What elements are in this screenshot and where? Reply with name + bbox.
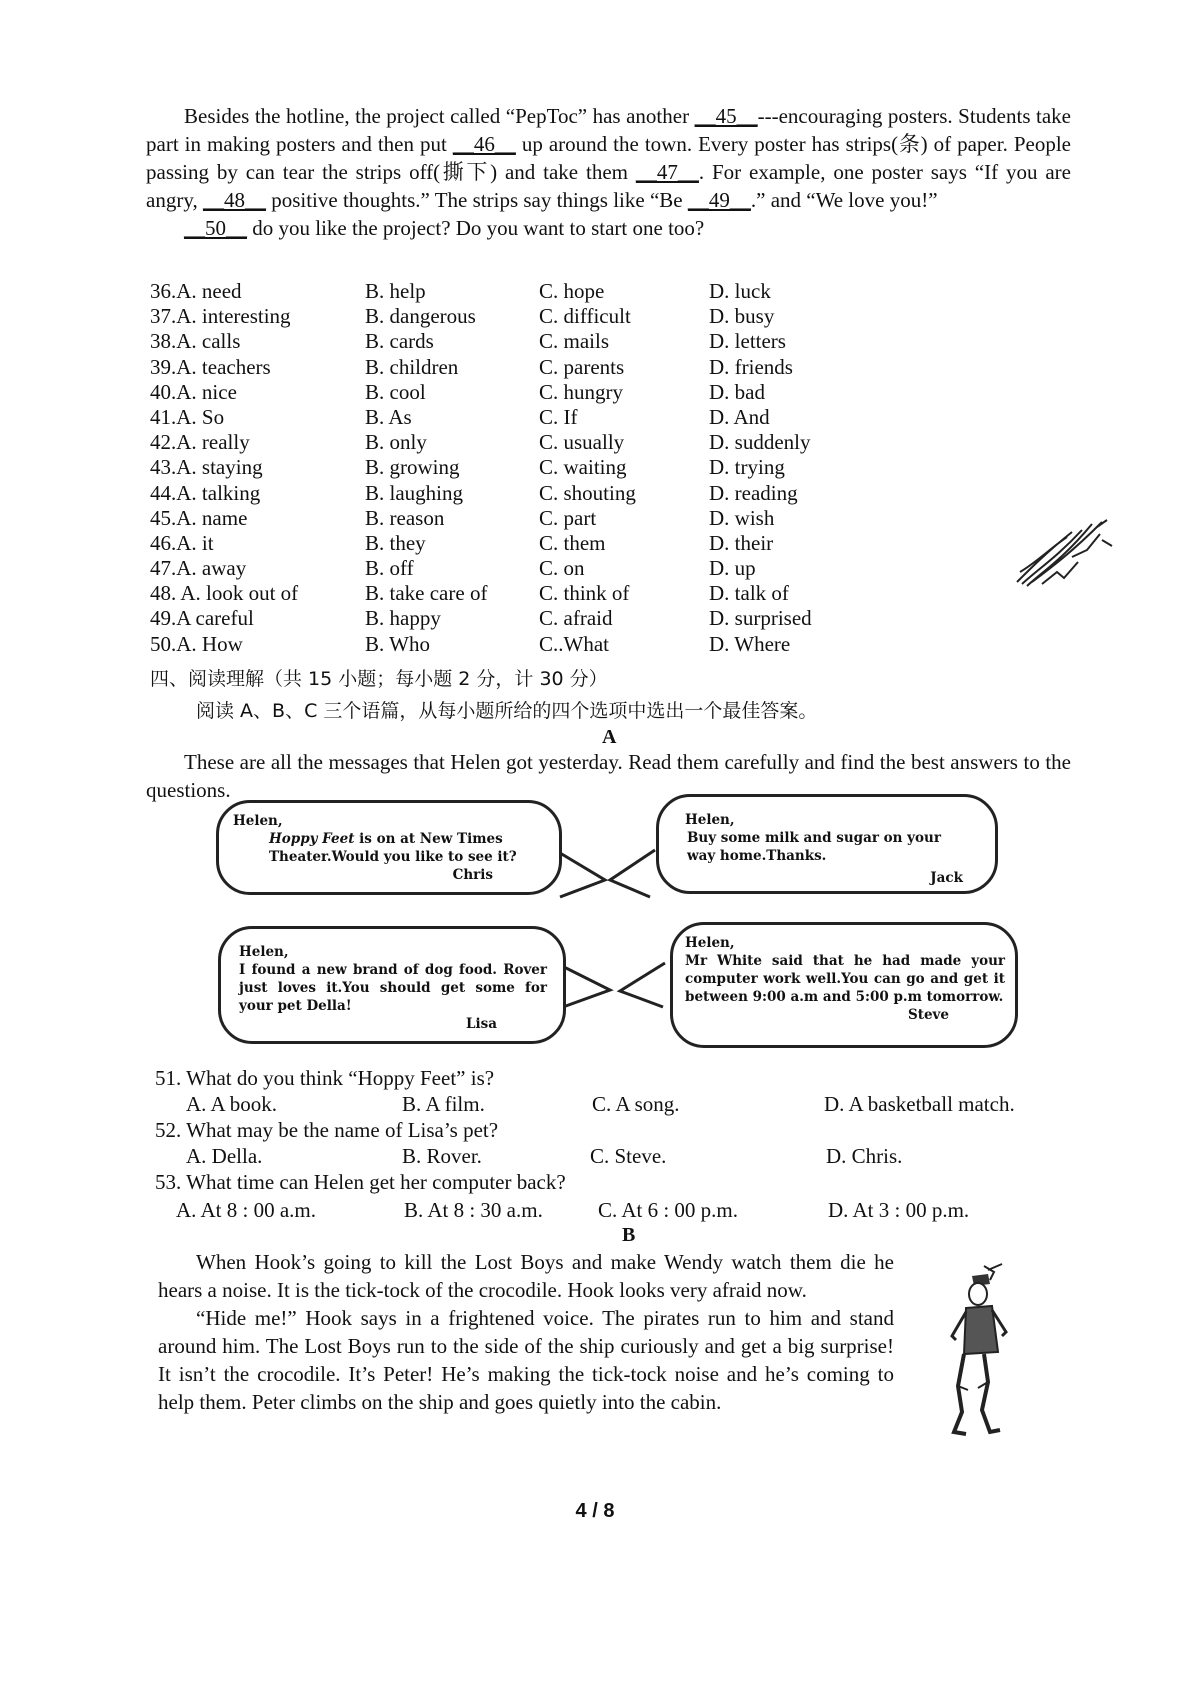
text-run: positive thoughts.” The strips say things like “Be [265, 188, 688, 212]
option-d[interactable]: D. surprised [709, 606, 812, 631]
option-c[interactable]: C. If [539, 404, 578, 429]
option-a[interactable]: 46.A. it [150, 530, 214, 555]
bubble-tails-top [550, 842, 660, 912]
option-c[interactable]: C. part [539, 505, 597, 530]
option-c[interactable]: C. hungry [539, 379, 623, 404]
option-row-46 [150, 531, 910, 556]
option-a[interactable]: 39.A. teachers [150, 354, 271, 379]
message-body: Mr White said that he had made your computer work well.You can go and get it between 9:00 a.m and 5:00 p.m tomorrow. [685, 953, 1005, 1005]
message-greeting: Helen, [239, 944, 289, 960]
cloze-passage [146, 102, 1071, 242]
q51-option-c[interactable]: C. A song. [592, 1092, 680, 1116]
q53-option-c[interactable]: C. At 6 : 00 p.m. [598, 1198, 739, 1222]
cloze-options [150, 279, 910, 657]
option-d[interactable]: D. talk of [709, 581, 789, 606]
option-d[interactable]: D. friends [709, 354, 793, 379]
blank-45: __45__ [694, 104, 758, 128]
option-c[interactable]: C. them [539, 530, 606, 555]
blank-49: __49__ [687, 188, 751, 212]
message-jack [656, 794, 998, 894]
message-signature: Lisa [466, 1016, 497, 1032]
scribble-mark-icon [1012, 512, 1122, 592]
text-run: Besides the hotline, the project called “PepToc” has another [184, 104, 695, 128]
option-a[interactable]: 45.A. name [150, 505, 248, 530]
text-run: ---encouraging posters. Students take part in making posters and then put [146, 104, 1071, 156]
option-d[interactable]: D. reading [709, 480, 798, 505]
option-c[interactable]: C..What [539, 631, 609, 656]
option-b[interactable]: B. As [365, 404, 412, 429]
section-instruction: 阅读 A、B、C 三个语篇，从每小题所给的四个选项中选出一个最佳答案。 [196, 700, 818, 722]
option-d[interactable]: D. suddenly [709, 430, 811, 455]
passage-b-label: B [622, 1224, 636, 1246]
option-b[interactable]: B. Who [365, 631, 430, 656]
option-b[interactable]: B. children [365, 354, 459, 379]
option-a[interactable]: 37.A. interesting [150, 304, 291, 329]
option-d[interactable]: D. trying [709, 455, 785, 480]
option-c[interactable]: C. on [539, 556, 585, 581]
option-a[interactable]: 47.A. away [150, 556, 247, 581]
option-d[interactable]: D. Where [709, 631, 791, 656]
message-signature: Steve [907, 1007, 949, 1023]
option-a[interactable]: 50.A. How [150, 631, 243, 656]
option-b[interactable]: B. growing [365, 455, 460, 480]
option-a[interactable]: 40.A. nice [150, 379, 237, 404]
option-b[interactable]: B. off [365, 556, 414, 581]
blank-47: __47__ [635, 160, 699, 184]
option-d[interactable]: D. busy [709, 304, 775, 329]
option-d[interactable]: D. letters [709, 329, 786, 354]
option-b[interactable]: B. reason [365, 505, 445, 530]
option-b[interactable]: B. take care of [365, 581, 488, 606]
section-heading: 四、阅读理解（共 15 小题；每小题 2 分，计 30 分） [150, 668, 608, 690]
option-row-44 [150, 481, 910, 506]
page-number: 4 / 8 [575, 1500, 615, 1522]
message-lisa [218, 926, 566, 1044]
q52-option-d[interactable]: D. Chris. [826, 1144, 903, 1168]
cloze-paragraph-1 [146, 102, 1071, 214]
option-a[interactable]: 41.A. So [150, 404, 225, 429]
option-a[interactable]: 48. A. look out of [150, 581, 299, 606]
option-d[interactable]: D. their [709, 530, 774, 555]
option-row-42 [150, 430, 910, 455]
option-b[interactable]: B. cards [365, 329, 434, 354]
question-52: 52. What may be the name of Lisa’s pet? [155, 1118, 499, 1142]
message-signature: Chris [452, 867, 493, 883]
option-row-41 [150, 405, 910, 430]
option-d[interactable]: D. bad [709, 379, 765, 404]
option-c[interactable]: C. usually [539, 430, 625, 455]
message-signature: Jack [930, 870, 963, 886]
blank-48: __48__ [202, 188, 266, 212]
option-d[interactable]: D. luck [709, 279, 771, 303]
option-b[interactable]: B. laughing [365, 480, 463, 505]
blank-50: __50__ [184, 216, 247, 240]
option-row-43 [150, 455, 910, 480]
option-a[interactable]: 43.A. staying [150, 455, 263, 480]
option-c[interactable]: C. afraid [539, 606, 613, 631]
q52-option-b[interactable]: B. Rover. [402, 1144, 482, 1168]
option-d[interactable]: D. And [709, 404, 770, 429]
option-row-40 [150, 380, 910, 405]
question-53: 53. What time can Helen get her computer back? [155, 1170, 566, 1194]
cloze-paragraph-2 [146, 214, 1071, 242]
option-a[interactable]: 44.A. talking [150, 480, 261, 505]
q53-option-b[interactable]: B. At 8 : 30 a.m. [404, 1198, 543, 1222]
q51-option-d[interactable]: D. A basketball match. [824, 1092, 1015, 1116]
message-body: I found a new brand of dog food. Rover just loves it.You should get some for your pet Della! [239, 962, 547, 1014]
option-c[interactable]: C. waiting [539, 455, 627, 480]
text-run: up around the town. Every poster has strips(条) of paper. People passing by can tear the strips off(撕下) and take them [146, 132, 1071, 184]
text-run: do you like the project? Do you want to start one too? [247, 216, 705, 240]
option-row-36 [150, 279, 910, 304]
question-51: 51. What do you think “Hoppy Feet” is? [155, 1066, 495, 1090]
text-run: .” and “We love you!” [750, 188, 938, 212]
text-run: . For example, one poster says “If you are angry, [146, 160, 1071, 212]
message-greeting: Helen, [685, 812, 735, 828]
option-row-47 [150, 556, 910, 581]
option-c[interactable]: C. shouting [539, 480, 636, 505]
option-row-49 [150, 606, 910, 631]
option-b[interactable]: B. happy [365, 606, 441, 631]
option-row-50 [150, 632, 910, 657]
option-a[interactable]: 42.A. really [150, 430, 250, 455]
option-a[interactable]: 49.A careful [150, 606, 254, 631]
option-b[interactable]: B. help [365, 279, 426, 303]
option-row-48 [150, 581, 910, 606]
option-a[interactable]: 36.A. need [150, 279, 242, 303]
q53-option-d[interactable]: D. At 3 : 00 p.m. [828, 1198, 970, 1222]
q52-option-c[interactable]: C. Steve. [590, 1144, 667, 1168]
message-greeting: Helen, [233, 813, 283, 829]
option-c[interactable]: C. parents [539, 354, 625, 379]
intro-text: These are all the messages that Helen got yesterday. Read them carefully and find the best answers to the questions. [146, 750, 1071, 802]
message-chris [216, 800, 562, 895]
option-c[interactable]: C. hope [539, 279, 605, 303]
q51-option-a[interactable]: A. A book. [186, 1092, 278, 1116]
option-row-45 [150, 506, 910, 531]
q52-option-a[interactable]: A. Della. [186, 1144, 263, 1168]
message-title: Hoppy Feet [269, 831, 355, 847]
bubble-tails-bottom [555, 955, 670, 1025]
blank-46: __46__ [452, 132, 516, 156]
message-greeting: Helen, [685, 935, 735, 951]
passage-b-paragraph-2: “Hide me!” Hook says in a frightened voice. The pirates run to him and stand around him. The Lost Boys run to the side of the ship curiously and get a big surprise! It isn’t the crocodile. It’s Peter! He’s making the tick-tock noise and he’s coming to help them. Peter climbs on the ship and goes quietly into the cabin. [158, 1306, 894, 1414]
option-d[interactable]: D. wish [709, 505, 775, 530]
option-d[interactable]: D. up [709, 556, 756, 581]
option-b[interactable]: B. they [365, 530, 426, 555]
message-steve [670, 922, 1018, 1048]
option-b[interactable]: B. only [365, 430, 427, 455]
option-row-39 [150, 355, 910, 380]
option-row-38 [150, 329, 910, 354]
option-c[interactable]: C. mails [539, 329, 610, 354]
option-row-37 [150, 304, 910, 329]
option-c[interactable]: C. think of [539, 581, 630, 606]
peter-pan-figure-icon [944, 1262, 1016, 1440]
option-b[interactable]: B. dangerous [365, 304, 476, 329]
passage-b-paragraph-1: When Hook’s going to kill the Lost Boys and make Wendy watch them die he hears a noise. It is the tick-tock of the crocodile. Hook looks very afraid now. [158, 1250, 894, 1302]
option-c[interactable]: C. difficult [539, 304, 631, 329]
passage-a-label: A [602, 726, 617, 748]
passage-b-text [158, 1248, 894, 1416]
message-body: Buy some milk and sugar on your way home.Thanks. [687, 830, 941, 864]
q51-option-b[interactable]: B. A film. [402, 1092, 485, 1116]
option-a[interactable]: 38.A. calls [150, 329, 241, 354]
q53-option-a[interactable]: A. At 8 : 00 a.m. [176, 1198, 316, 1222]
option-b[interactable]: B. cool [365, 379, 426, 404]
message-body: is on at New Times Theater.Would you like to see it? [269, 831, 517, 865]
